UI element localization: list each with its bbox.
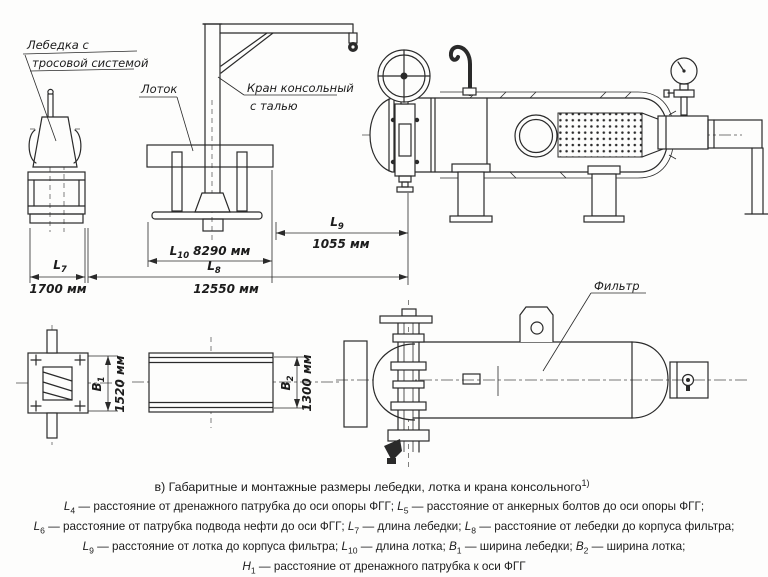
dim-L8-value: 12550 мм (193, 282, 259, 296)
dimension-legend (0, 499, 768, 577)
dim-L10-label: $L_{10}$ 8290 мм (169, 244, 251, 261)
filter-plan-view (336, 279, 748, 468)
crane-callout (218, 77, 354, 113)
filter-end-plate (344, 341, 367, 427)
support-legs (450, 164, 624, 222)
crane-label-line2: с талью (250, 99, 298, 113)
perforated-grid (558, 113, 642, 157)
tray-post-right (237, 152, 247, 211)
tray-body (147, 145, 273, 167)
hoist-bracket (349, 33, 357, 43)
winch-top-view (16, 325, 127, 445)
pressure-gauge (664, 58, 697, 115)
winch-base-plate (28, 353, 88, 413)
filter-side-view (362, 47, 768, 285)
dim-B1-value: 1520 мм (113, 355, 127, 413)
tray-top-view (132, 337, 340, 428)
dim-L9-label: $L_9$ (330, 215, 344, 232)
winch-label-line2: тросовой системой (32, 56, 149, 70)
tray-post-left (172, 152, 182, 211)
crane-footing (195, 193, 230, 212)
dimension-lines (29, 170, 408, 296)
legend-line-1: $L_4$ — расстояние от дренажного патрубка до оси опоры ФГГ; $L_5$ — расстояние от анкерных болтов до оси опоры ФГГ; (63, 500, 705, 516)
drain-cock (384, 439, 402, 461)
dim-L9-value: 1055 мм (312, 237, 370, 251)
tray-label: Лоток (141, 82, 178, 96)
legend-line-3: $L_9$ — расстояние от лотка до корпуса фильтра; $L_{10}$ — длина лотка; $B_1$ — ширина лебедки; $B_2$ — ширина лотка; (82, 540, 686, 556)
winch-base-frame (28, 172, 85, 214)
winch-front-view (28, 89, 85, 232)
dim-L7-value: 1700 мм (29, 282, 87, 296)
filter-label: Фильтр (594, 279, 640, 293)
figure-caption-text: в) Габаритные и монтажные размеры лебедки, лотка и крана консольного (154, 480, 582, 495)
tray-plan-body (149, 353, 273, 412)
dim-B1-label: $B_1$ (90, 376, 107, 392)
dim-L8-label: $L_8$ (207, 259, 221, 276)
winch-body (33, 117, 77, 167)
lifting-lug (520, 307, 553, 342)
figure-caption (0, 478, 744, 494)
dim-B2-label: $B_2$ (279, 375, 296, 391)
tray-skid (152, 212, 262, 219)
lifting-hook (451, 47, 476, 95)
dim-B2-value: 1300 мм (300, 354, 314, 412)
tray-callout (139, 82, 193, 151)
legend-line-2: $L_6$ — расстояние от патрубка подвода нефти до оси ФГГ; $L_7$ — длина лебедки; $L_8$ — расстояние от лебедки до корпуса фильтра; (33, 520, 735, 536)
plan-handwheel-bar (380, 316, 432, 323)
figure-caption-footnote: 1) (581, 478, 590, 488)
crane-label-line1: Кран консольный (247, 81, 354, 95)
winch-label-line1: Лебедка с (27, 38, 89, 52)
dim-L7-label: $L_7$ (53, 258, 67, 275)
legend-line-4: $H_1$ — расстояние от дренажного патрубка к оси ФГГ (242, 560, 526, 576)
crane-tray-front-view (147, 24, 358, 240)
